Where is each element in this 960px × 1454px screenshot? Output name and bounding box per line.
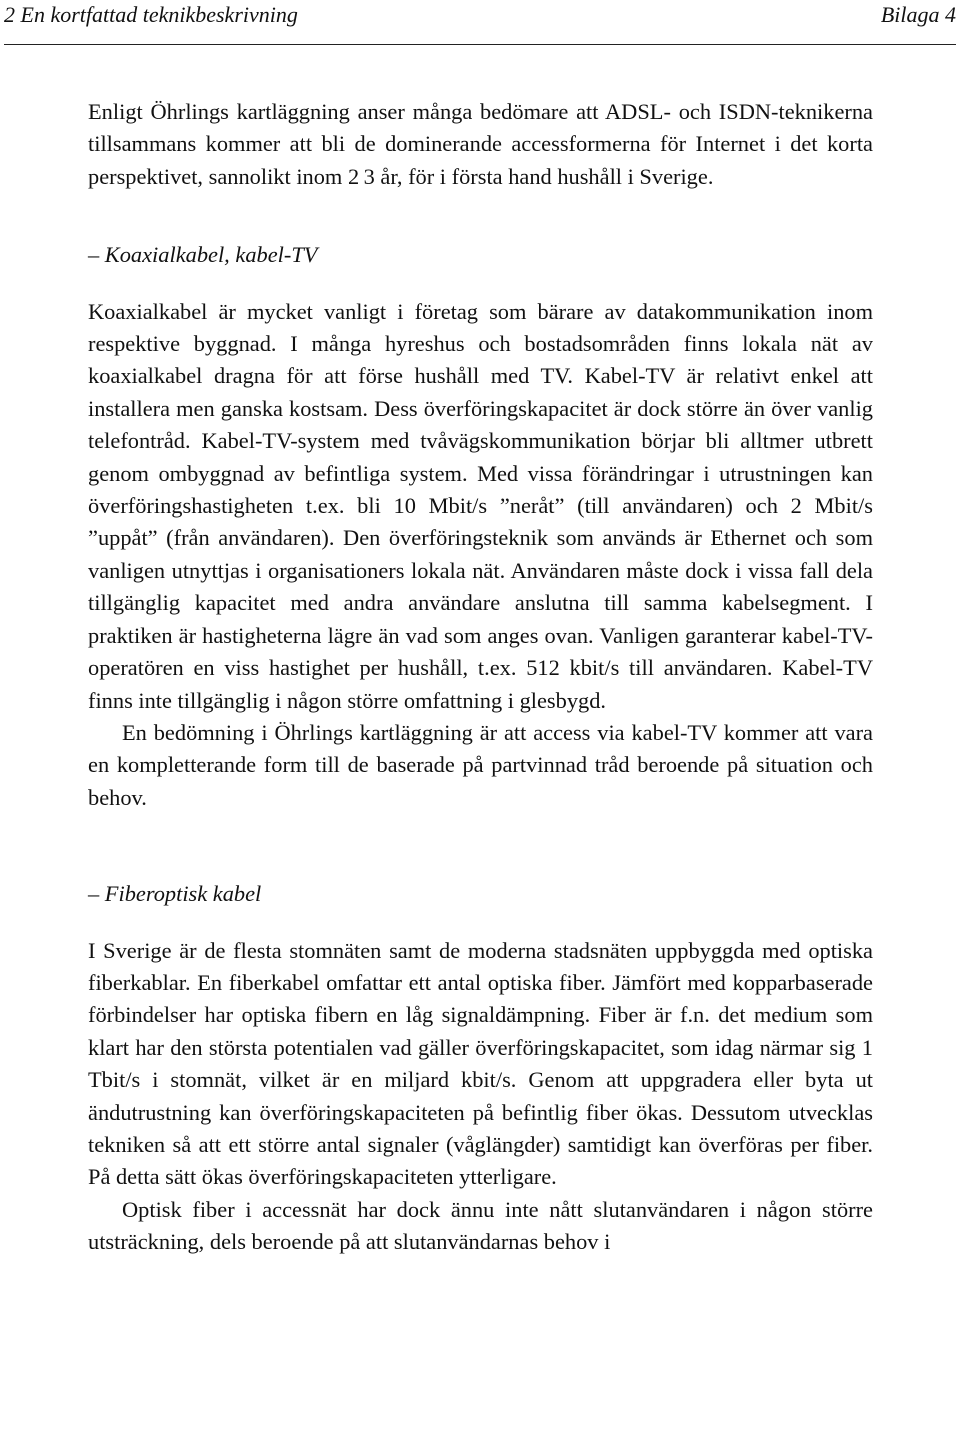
fiber-heading: – Fiberoptisk kabel: [88, 881, 262, 907]
fiber-paragraph-2: Optisk fiber i accessnät har dock ännu inte nått slutanvändaren i någon större utsträckning, dels beroende på att slutanvändarnas behov i: [88, 1196, 873, 1255]
intro-paragraph: Enligt Öhrlings kartläggning anser många bedömare att ADSL- och ISDN-teknikerna tillsammans kommer att bli de dominerande accessformerna för Internet i det korta perspektivet, sannolikt inom 2 3 år, för i första hand hushåll i Sverige.: [88, 99, 873, 189]
fiber-paragraph-1: I Sverige är de flesta stomnäten samt de moderna stadsnäten uppbyggda med optiska fiberkablar. En fiberkabel omfattar ett antal optiska fiber. Jämfört med kopparbaserade förbindelser har optiska fibern en låg signaldämpning. Fiber är f.n. det medium som klart har den största potentialen vad gäller överföringskapacitet, som idag närmar sig 1 Tbit/s i stomnät, vilket är en miljard kbit/s. Genom att uppgradera eller byta ut ändutrustning kan överföringskapaciteten på befintlig fiber ökas. Dessutom utvecklas tekniken så att ett större antal signaler (våglängder) samtidigt kan överföras per fiber. På detta sätt ökas överföringskapaciteten ytterligare.: [88, 937, 873, 1190]
page-body: [88, 96, 873, 1259]
page-header: [4, 0, 956, 45]
appendix-label: Bilaga 4: [880, 2, 956, 27]
chapter-title: 2 En kortfattad teknikbeskrivning: [4, 2, 298, 27]
coax-paragraph-2: En bedömning i Öhrlings kartläggning är att access via kabel-TV kommer att vara en kompletterande form till de baserade på partvinnad tråd beroende på situation och behov.: [88, 719, 873, 810]
coax-paragraph-1: Koaxialkabel är mycket vanligt i företag som bärare av datakommunikation inom respektive byggnad. I många hyreshus och bostadsområden finns lokala nät av koaxialkabel dragna för att förse hushåll med TV. Kabel-TV är relativt enkel att installera men ganska kostsam. Dess överföringskapacitet är dock större än över vanlig telefontråd. Kabel-TV-system med tvåvägskommunikation börjar bli alltmer utbrett genom ombyggnad av befintliga system. Med vissa förändringar i utrustningen kan överföringshastigheten t.ex. bli 10 Mbit/s ”neråt” (till användaren) och 2 Mbit/s ”uppåt” (från användaren). Den överföringsteknik som används är Ethernet och som vanligen utnyttjas i organisationers lokala nät. Användaren måste dock i vissa fall dela tillgänglig kapacitet med andra användare anslutna till samma kabelsegment. I praktiken är hastigheterna lägre än vad som anges ovan. Vanligen garanterar kabel-TV-operatören en viss hastighet per hushåll, t.ex. 512 kbit/s till användaren. Kabel-TV finns inte tillgänglig i någon större omfattning i glesbygd.: [88, 298, 873, 713]
coax-heading: – Koaxialkabel, kabel-TV: [88, 242, 318, 268]
